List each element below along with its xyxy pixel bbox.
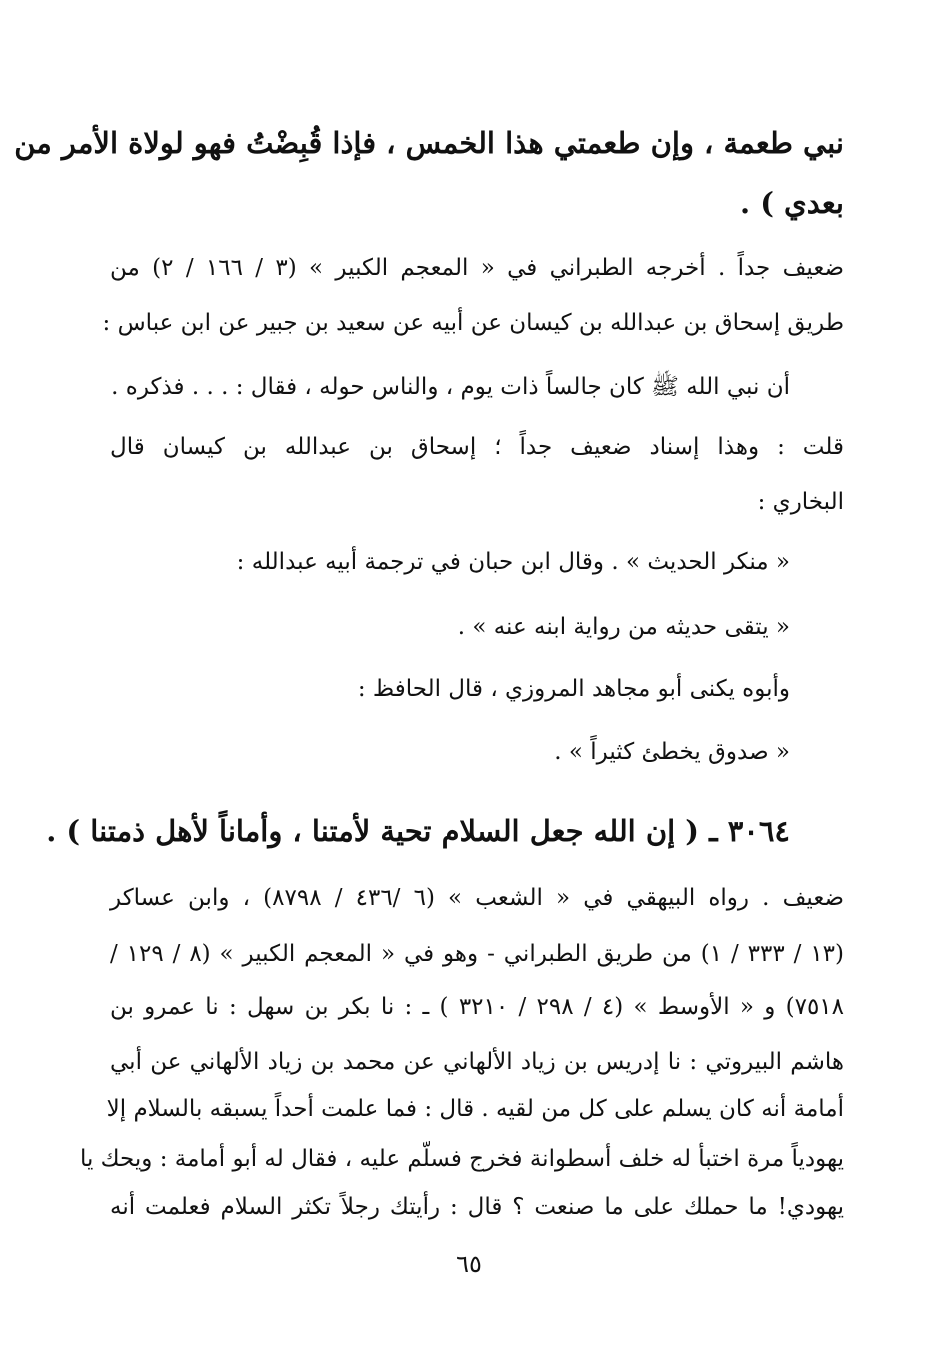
page-number: ٦٥ <box>456 1250 482 1278</box>
commentary-line: ضعيف جداً . أخرجه الطبراني في « المعجم الكبير » (٣ / ١٦٦ / ٢) من <box>110 255 844 281</box>
commentary-line: يهودي! ما حملك على ما صنعت ؟ قال : رأيتك رجلاً تكثر السلام فعلمت أنه <box>110 1194 844 1220</box>
hadith-heading: ٣٠٦٤ ـ ( إن الله جعل السلام تحية لأمتنا ، وأماناً لأهل ذمتنا ) . <box>46 814 790 848</box>
quotation-line: « يتقى حديثه من رواية ابنه عنه » . <box>457 614 790 640</box>
commentary-line: هاشم البيروتي : نا إدريس بن زياد الألهاني عن محمد بن زياد الألهاني عن أبي <box>110 1049 844 1075</box>
quotation-line: « منكر الحديث » . وقال ابن حبان في ترجمة أبيه عبدالله : <box>236 549 790 575</box>
quotation-line: « صدوق يخطئ كثيراً » . <box>554 739 790 765</box>
commentary-line: البخاري : <box>757 489 844 515</box>
commentary-line: يهودياً مرة اختبأ له خلف أسطوانة فخرج فسلّم عليه ، فقال له أبو أمامة : ويحك يا <box>79 1146 844 1172</box>
hadith-text-line: نبي طعمة ، وإن طعمتي هذا الخمس ، فإذا قُبِضْتُ فهو لولاة الأمر من <box>14 126 844 160</box>
commentary-line: طريق إسحاق بن عبدالله بن كيسان عن أبيه عن سعيد بن جبير عن ابن عباس : <box>102 310 844 336</box>
commentary-line: ٧٥١٨) و « الأوسط » (٤ / ٢٩٨ / ٣٢١٠ ) ـ : نا بكر بن سهل : نا عمرو بن <box>110 994 845 1020</box>
hadith-text-line: بعدي ) . <box>740 186 844 220</box>
commentary-line: وأبوه يكنى أبو مجاهد المروزي ، قال الحافظ : <box>357 676 790 702</box>
quoted-narration-line: أن نبي الله ﷺ كان جالساً ذات يوم ، والناس حوله ، فقال : . . . فذكره . <box>111 374 790 400</box>
commentary-line: (١٣ / ٣٣٣ / ١) من طريق الطبراني - وهو في « المعجم الكبير » (٨ / ١٢٩ / <box>110 941 845 967</box>
commentary-line: ضعيف . رواه البيهقي في « الشعب » (٦ /٤٣٦ / ٨٧٩٨) ، وابن عساكر <box>110 885 844 911</box>
commentary-line: قلت : وهذا إسناد ضعيف جداً ؛ إسحاق بن عبدالله بن كيسان قال <box>110 434 844 460</box>
commentary-line: أمامة أنه كان يسلم على كل من لقيه . قال : فما علمت أحداً يسبقه بالسلام إلا <box>106 1096 844 1122</box>
